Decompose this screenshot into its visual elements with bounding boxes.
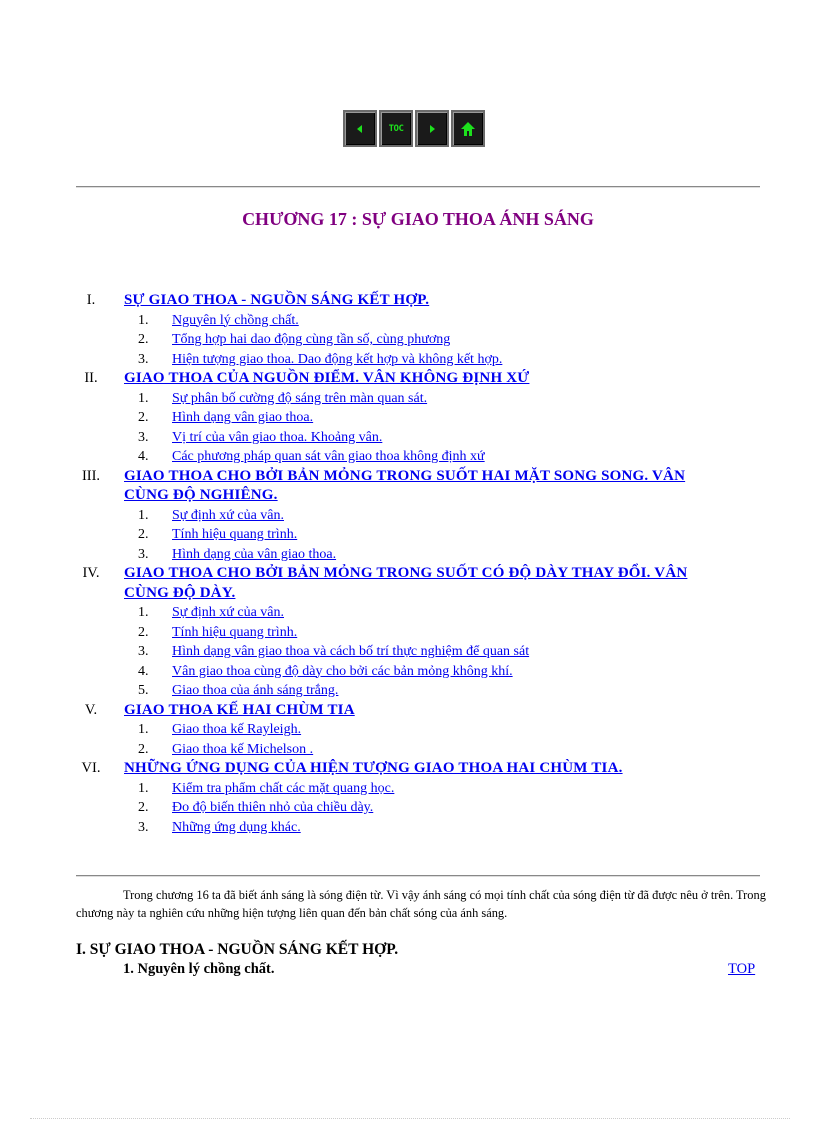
page-edge-dotted-line [30, 1118, 790, 1119]
toc-subitem [76, 642, 776, 662]
subitem-link[interactable]: Hình dạng vân giao thoa. [172, 410, 314, 425]
subitem-link[interactable]: Giao thoa của ánh sáng trắng. [172, 683, 339, 698]
subitem-number: 3. [138, 644, 149, 659]
subitem-link[interactable]: Giao thoa kế Michelson . [172, 741, 314, 757]
toc-subitem [76, 428, 776, 448]
toc-subitem [76, 662, 776, 682]
toc-subitem [76, 330, 776, 350]
subitem-number: 2. [138, 800, 149, 815]
toc-subitem [76, 681, 776, 701]
subitem-link[interactable]: Vân giao thoa cùng độ dày cho bởi các bản mỏng không khí. [172, 663, 513, 679]
toc-subitem [76, 525, 776, 545]
right-arrow-icon [427, 124, 437, 134]
top-link[interactable]: TOP [728, 961, 756, 977]
toc-subitem [76, 506, 776, 526]
subitem-link[interactable]: Đo độ biến thiên nhỏ của chiều dày. [172, 800, 374, 815]
nav-toolbar [343, 110, 485, 147]
toc-subitem [76, 740, 776, 760]
toc-section [76, 291, 776, 369]
subitem-link[interactable]: Sự định xứ của vân. [172, 507, 284, 523]
subitem-number: 2. [138, 332, 149, 347]
toc-subitem [76, 603, 776, 623]
section-link[interactable]: GIAO THOA CỦA NGUỒN ĐIỂM. VÂN KHÔNG ĐỊNH XỨ [124, 370, 530, 386]
subitem-number: 2. [138, 410, 149, 425]
section-number: VI. [81, 760, 101, 776]
subitem-link[interactable]: Tổng hợp hai dao động cùng tần số, cùng phương [172, 332, 451, 347]
left-arrow-icon [355, 124, 365, 134]
subitem-number: 1. [138, 312, 149, 328]
subitem-number: 4. [138, 663, 149, 679]
section-heading: I. SỰ GIAO THOA - NGUỒN SÁNG KẾT HỢP. [76, 941, 399, 958]
subitem-number: 2. [138, 527, 149, 542]
toc-section [76, 701, 776, 760]
subitem-number: 3. [138, 351, 149, 367]
toc-subitem [76, 447, 776, 467]
subitem-number: 3. [138, 429, 149, 445]
subitem-number: 1. [138, 780, 149, 796]
subitem-link[interactable]: Các phương pháp quan sát vân giao thoa không định xứ [172, 449, 485, 464]
subitem-number: 3. [138, 546, 149, 562]
section-link[interactable]: NHỮNG ỨNG DỤNG CỦA HIỆN TƯỢNG GIAO THOA HAI CHÙM TIA. [124, 760, 623, 776]
toc-subitem [76, 623, 776, 643]
toc-section [76, 759, 776, 837]
prev-button[interactable] [343, 110, 377, 147]
subitem-link[interactable]: Kiểm tra phẩm chất các mặt quang học. [172, 780, 395, 796]
subitem-number: 1. [138, 722, 149, 737]
toc-subitem [76, 720, 776, 740]
section-link[interactable]: GIAO THOA CHO BỞI BẢN MỎNG TRONG SUỐT HAI MẶT SONG SONG. VÂN CÙNG ĐỘ NGHIÊNG. [124, 467, 686, 503]
subitem-link[interactable]: Sự phân bố cường độ sáng trên màn quan sát. [172, 390, 428, 406]
table-of-contents [76, 291, 776, 837]
bottom-divider [76, 875, 760, 877]
subitem-link[interactable]: Tính hiệu quang trình. [172, 624, 298, 640]
subitem-link[interactable]: Hình dạng vân giao thoa và cách bố trí thực nghiệm để quan sát [172, 644, 530, 659]
toc-section [76, 467, 776, 565]
section-number: IV. [82, 565, 100, 581]
section-number: I. [86, 292, 96, 308]
toc-subitem [76, 779, 776, 799]
toc-subitem [76, 311, 776, 331]
subitem-link[interactable]: Những ứng dụng khác. [172, 819, 301, 835]
home-icon [460, 121, 476, 137]
toc-section [76, 369, 776, 467]
subitem-number: 1. [138, 605, 149, 620]
subitem-number: 1. [138, 507, 149, 523]
toc-subitem [76, 389, 776, 409]
subitem-link[interactable]: Hình dạng của vân giao thoa. [172, 546, 337, 562]
next-button[interactable] [415, 110, 449, 147]
subitem-number: 3. [138, 819, 149, 835]
subitem-number: 2. [138, 741, 149, 757]
section-link[interactable]: GIAO THOA CHO BỞI BẢN MỎNG TRONG SUỐT CÓ ĐỘ DÀY THAY ĐỔI. VÂN CÙNG ĐỘ DÀY. [124, 565, 688, 601]
subsection-heading: 1. Nguyên lý chồng chất. [123, 961, 275, 977]
toc-subitem [76, 408, 776, 428]
subitem-link[interactable]: Nguyên lý chồng chất. [172, 312, 299, 328]
subitem-number: 1. [138, 390, 149, 406]
subitem-link[interactable]: Hiện tượng giao thoa. Dao động kết hợp và không kết hợp. [172, 351, 503, 367]
section-link[interactable]: GIAO THOA KẾ HAI CHÙM TIA [124, 701, 355, 718]
top-divider [76, 186, 760, 188]
section-link[interactable]: SỰ GIAO THOA - NGUỒN SÁNG KẾT HỢP. [124, 292, 430, 308]
toc-subitem [76, 545, 776, 565]
intro-paragraph: Trong chương 16 ta đã biết ánh sáng là sóng điện từ. Vì vậy ánh sáng có mọi tính chất của sóng điện từ đã được nêu ở trên. Trong chương này ta nghiên cứu những hiện tượng liên quan đến bản chất sóng của ánh sáng. [76, 888, 766, 920]
section-number: III. [81, 467, 101, 484]
subitem-number: 2. [138, 624, 149, 640]
toc-subitem [76, 350, 776, 370]
toc-subitem [76, 798, 776, 818]
subitem-link[interactable]: Vị trí của vân giao thoa. Khoảng vân. [172, 429, 383, 445]
toc-subitem [76, 818, 776, 838]
subitem-link[interactable]: Tính hiệu quang trình. [172, 527, 298, 542]
chapter-title: CHƯƠNG 17 : SỰ GIAO THOA ÁNH SÁNG [242, 209, 594, 229]
subitem-number: 4. [138, 449, 149, 464]
toc-label: TOC [388, 123, 404, 134]
toc-section [76, 564, 776, 701]
subitem-link[interactable]: Sự định xứ của vân. [172, 605, 284, 620]
section-number: II. [84, 370, 98, 386]
home-button[interactable] [451, 110, 485, 147]
subitem-link[interactable]: Giao thoa kế Rayleigh. [172, 722, 302, 737]
section-number: V. [84, 701, 98, 718]
toc-button[interactable] [379, 110, 413, 147]
subitem-number: 5. [138, 683, 149, 698]
